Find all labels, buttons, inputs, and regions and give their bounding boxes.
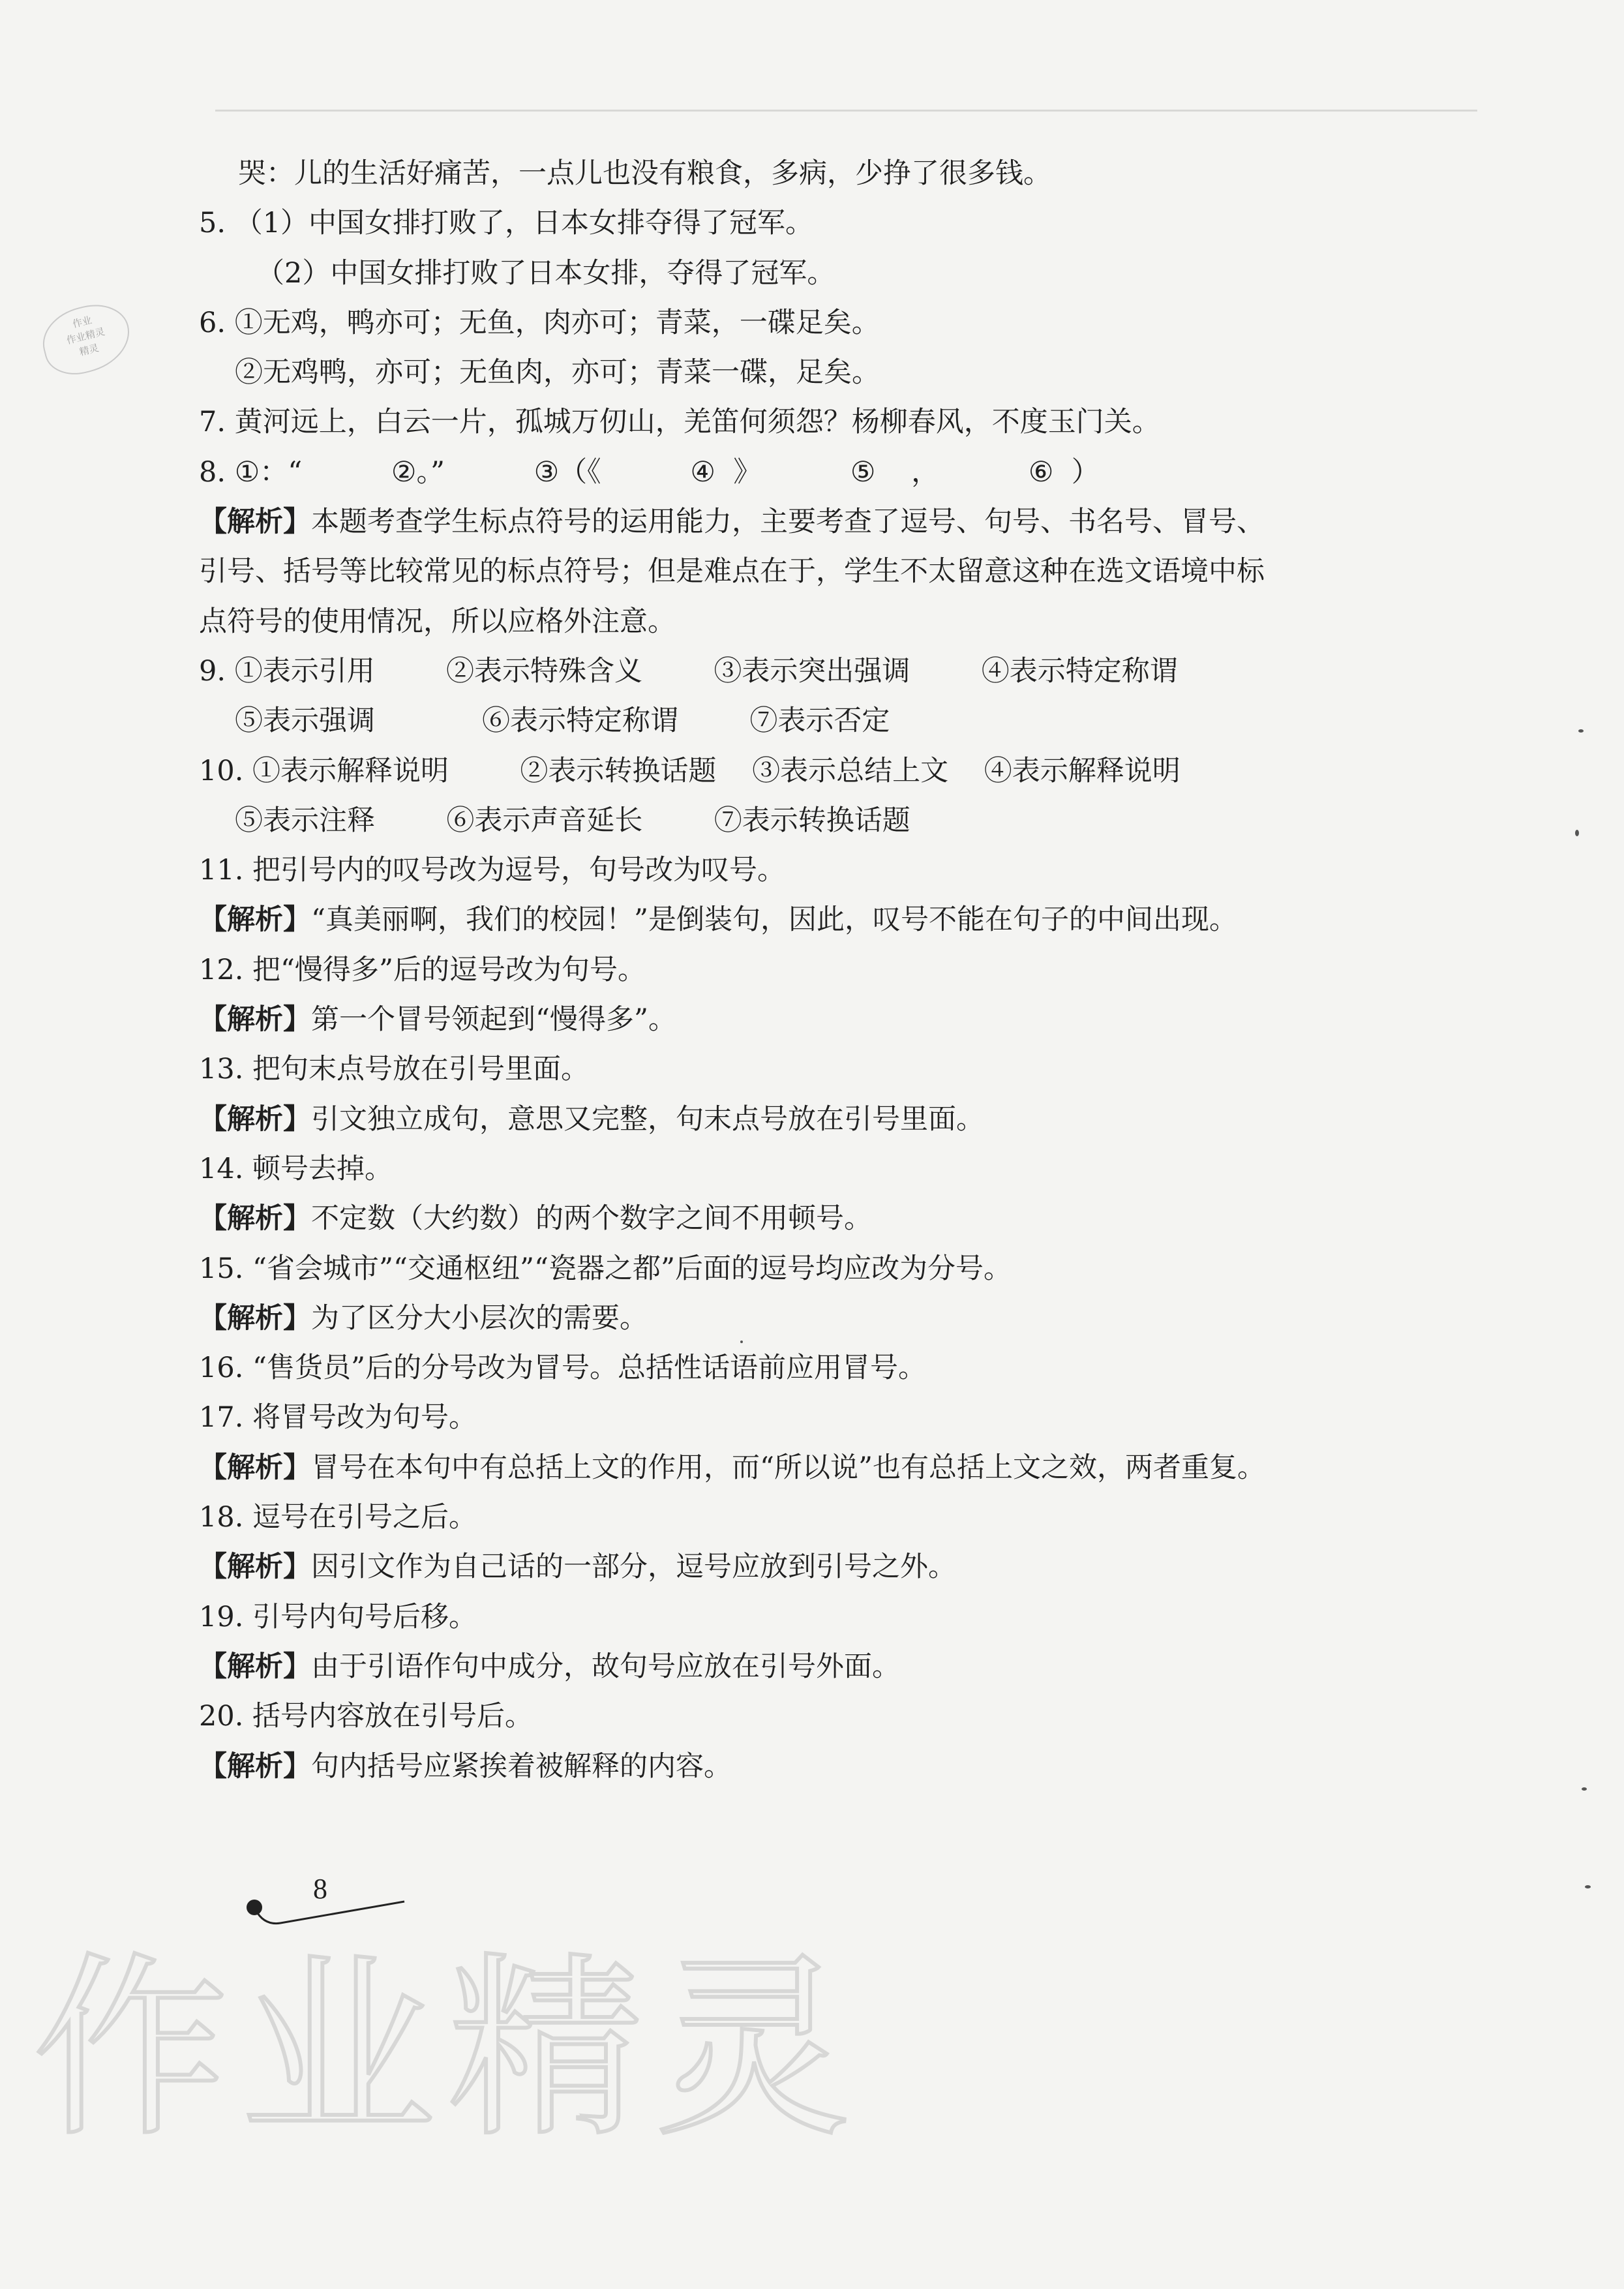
answer-12: 12. 把“慢得多”后的逗号改为句号。: [199, 953, 646, 986]
analysis-tag: 【解析】: [199, 1102, 311, 1136]
answer-16: 16. “售货员”后的分号改为冒号。总括性话语前应用冒号。: [199, 1352, 927, 1385]
analysis-line: 【解析】因引文作为自己话的一部分，逗号应放到引号之外。: [199, 1551, 956, 1584]
analysis-tag: 【解析】: [199, 506, 311, 539]
analysis-line: 【解析】为了区分大小层次的需要。: [199, 1301, 648, 1335]
scan-speck: [1585, 1885, 1591, 1888]
analysis-tag: 【解析】: [199, 1301, 311, 1335]
analysis-tag: 【解析】: [199, 1750, 311, 1783]
answer-9: 9. ①表示引用 ②表示特殊含义 ③表示突出强调 ④表示特定称谓: [199, 654, 1178, 688]
analysis-line: 【解析】由于引语作句中成分，故句号应放在引号外面。: [199, 1650, 900, 1683]
analysis-tag: 【解析】: [199, 1551, 311, 1584]
answer-15: 15. “省会城市”“交通枢纽”“瓷器之都”后面的逗号均应改为分号。: [199, 1252, 1012, 1285]
answer-11: 11. 把引号内的叹号改为逗号，句号改为叹号。: [199, 854, 786, 887]
text-line: ⑤表示注释 ⑥表示声音延长 ⑦表示转换话题: [235, 804, 910, 837]
analysis-tag: 【解析】: [199, 1003, 311, 1037]
analysis-line: 【解析】第一个冒号领起到“慢得多”。: [199, 1003, 676, 1037]
answer-6: 6. ①无鸡，鸭亦可；无鱼，肉亦可；青菜，一碟足矣。: [199, 306, 880, 339]
answer-5: 5. （1）中国女排打败了，日本女排夺得了冠军。: [199, 207, 814, 240]
answer-14: 14. 顿号去掉。: [199, 1152, 393, 1185]
analysis-line: 【解析】引文独立成句，意思又完整，句末点号放在引号里面。: [199, 1102, 984, 1136]
analysis-line: 【解析】本题考查学生标点符号的运用能力，主要考查了逗号、句号、书名号、冒号、: [199, 506, 1265, 539]
answer-19: 19. 引号内句号后移。: [199, 1600, 477, 1633]
analysis-tag: 【解析】: [199, 1202, 311, 1235]
text-line: 引号、括号等比较常见的标点符号；但是难点在于，学生不太留意这种在选文语境中标: [199, 555, 1265, 588]
text-line: 哭：儿的生活好痛苦，一点儿也没有粮食，多病，少挣了很多钱。: [238, 157, 1051, 190]
answer-8: 8. ①：“ ②。” ③（《 ④ 》 ⑤ ， ⑥ ）: [199, 455, 1100, 489]
scan-speck: [1582, 1787, 1587, 1791]
text-line: （2）中国女排打败了日本女排，夺得了冠军。: [256, 256, 835, 290]
answer-17: 17. 将冒号改为句号。: [199, 1401, 477, 1434]
watermark-stamp: 作业 作业精灵 精灵: [36, 297, 137, 382]
answer-18: 18. 逗号在引号之后。: [199, 1501, 477, 1534]
analysis-line: 【解析】“真美丽啊，我们的校园！”是倒装句，因此，叹号不能在句子的中间出现。: [199, 903, 1237, 937]
analysis-line: 【解析】句内括号应紧挨着被解释的内容。: [199, 1750, 732, 1783]
answer-content: [199, 149, 1321, 1791]
watermark-text: 作业精灵: [33, 1935, 862, 2163]
top-rule: [215, 110, 1477, 112]
analysis-line: 【解析】冒号在本句中有总括上文的作用，而“所以说”也有总括上文之效，两者重复。: [199, 1451, 1265, 1484]
analysis-tag: 【解析】: [199, 903, 311, 937]
answer-20: 20. 括号内容放在引号后。: [199, 1700, 534, 1733]
answer-10: 10. ①表示解释说明 ②表示转换话题 ③表示总结上文 ④表示解释说明: [199, 754, 1180, 787]
analysis-tag: 【解析】: [199, 1451, 311, 1484]
scan-speck: [740, 1341, 743, 1343]
scan-speck: [1578, 729, 1584, 733]
analysis-tag: 【解析】: [199, 1650, 311, 1683]
page-number: 8: [313, 1873, 327, 1905]
analysis-line: 【解析】不定数（大约数）的两个数字之间不用顿号。: [199, 1202, 872, 1235]
answer-7: 7. 黄河远上，白云一片，孤城万仞山，羌笛何须怨？杨柳春风，不度玉门关。: [199, 406, 1160, 439]
text-line: 点符号的使用情况，所以应格外注意。: [199, 605, 676, 638]
text-line: ②无鸡鸭，亦可；无鱼肉，亦可；青菜一碟，足矣。: [235, 356, 880, 389]
text-line: ⑤表示强调 ⑥表示特定称谓 ⑦表示否定: [235, 705, 890, 738]
scan-speck: [1575, 830, 1579, 836]
answer-13: 13. 把句末点号放在引号里面。: [199, 1053, 590, 1086]
